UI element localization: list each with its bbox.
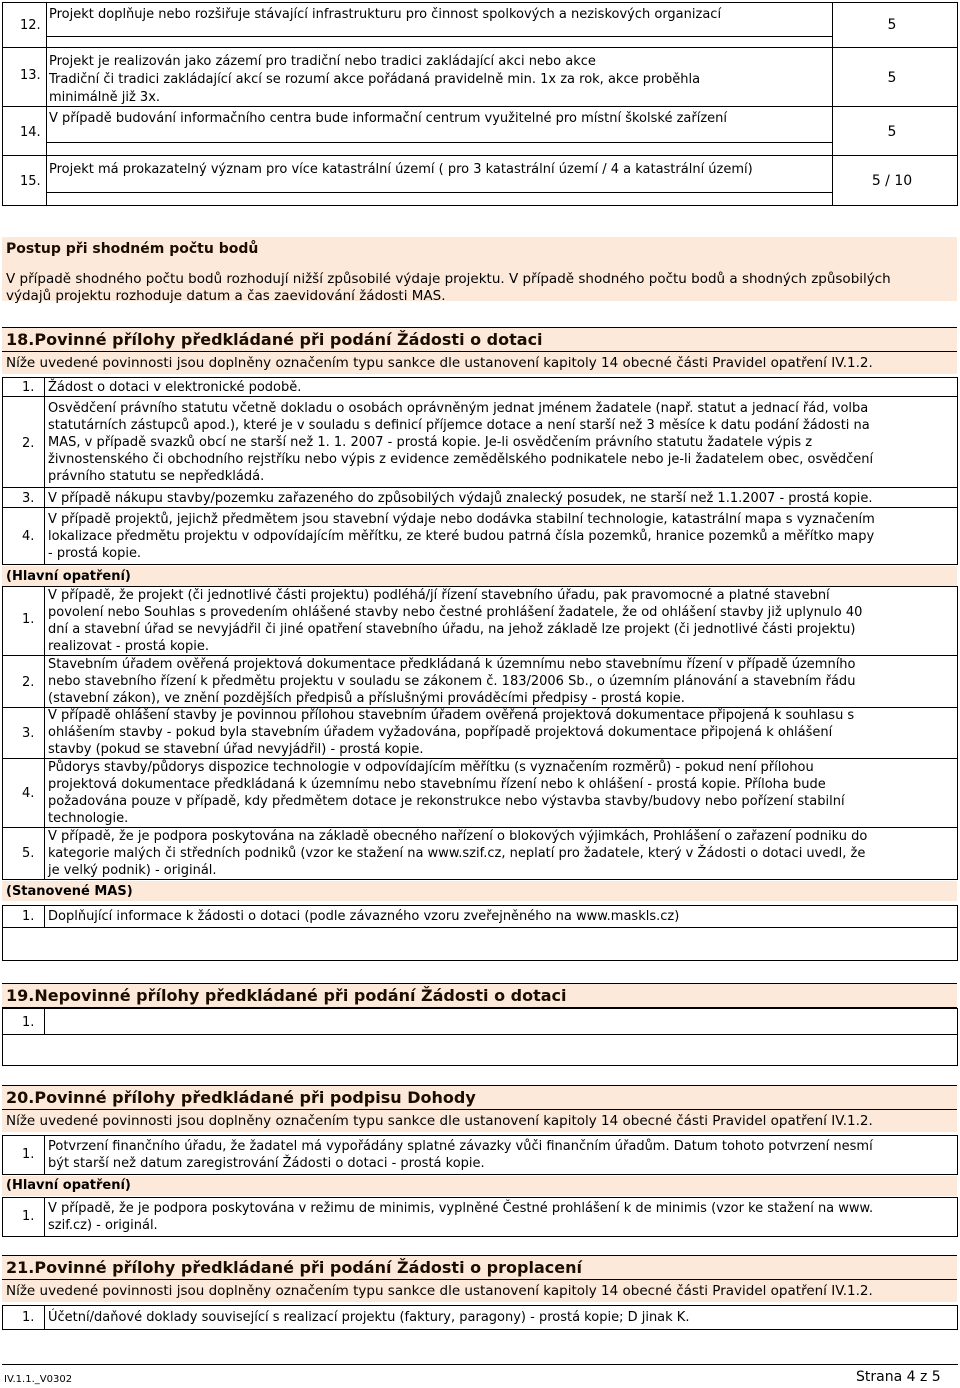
criterion-14-score: 5 [887, 124, 897, 140]
s18-item-line: Žádost o dotaci v elektronické podobě. [48, 380, 302, 395]
s18-main-line: nebo stavebního řízení k předmětu projektu v souladu se zákonem č. 183/2006 Sb., o územním plánování a stavebním řádu [48, 674, 856, 689]
s18-main-number: 5. [22, 846, 35, 861]
s18-main-line: povolení nebo Souhlas s provedením ohlášené stavby nebo čestné prohlášení žadatele, že od ohlášení stavby již uplynulo 40 [48, 605, 863, 620]
s20-main-label: (Hlavní opatření) [6, 1178, 131, 1193]
s18-main-line: stavby (pokud se stavební úřad nevyjádřil) - prostá kopie. [48, 742, 424, 757]
criterion-14-text: V případě budování informačního centra bude informační centrum využitelné pro místní školské zařízení [49, 111, 727, 126]
s18-item-line: lokalizace předmětu projektu v odpovídajícím měřítku, ze které budou patrná čísla pozemků, hranice pozemků a měřítko mapy [48, 529, 875, 544]
s20-item-number: 1. [22, 1147, 35, 1162]
s18-item-line: Osvědčení právního statutu včetně dokladu o osobách oprávněným jednat jménem žadatele (např. statut a jednací řád, volba [48, 401, 869, 416]
s18-item-line: živnostenského či obchodního rejstříku nebo výpis z evidence zemědělského podnikatele nebo je-li žadatelem obec, osvědčení [48, 452, 874, 467]
section-21-title: 21.Povinné přílohy předkládané při podání Žádosti o proplacení [6, 1258, 582, 1277]
s18-item-number: 3. [22, 491, 35, 506]
s18-main-label: (Hlavní opatření) [6, 569, 131, 584]
section-20-title: 20.Povinné přílohy předkládané při podpisu Dohody [6, 1088, 476, 1107]
s18-item-line: - prostá kopie. [48, 546, 142, 561]
s18-main-line: Půdorys stavby/půdorys dispozice technologie v odpovídajícím měřítku (s vyznačením rozměrů) - pokud není přílohou [48, 760, 814, 775]
s18-main-number: 2. [22, 675, 35, 690]
s18-main-line: technologie. [48, 811, 129, 826]
s18-mas-number: 1. [22, 909, 35, 924]
criterion-13-number: 13. [20, 68, 41, 83]
s21-item-number: 1. [22, 1310, 35, 1325]
criterion-14-number: 14. [20, 125, 41, 140]
s18-item-number: 1. [22, 380, 35, 395]
s18-item-line: V případě projektů, jejichž předmětem jsou stavební výdaje nebo dodávka stabilní technologie, katastrální mapa s vyznačením [48, 512, 875, 527]
s19-item-number: 1. [22, 1015, 35, 1030]
s18-main-line: (stavební zákon), ve znění pozdějších předpisů a příslušnými prováděcími předpisy - prostá kopie. [48, 691, 685, 706]
criterion-15-number: 15. [20, 174, 41, 189]
s21-item-line: Účetní/daňové doklady související s realizací projektu (faktury, paragony) - prostá kopie; D jinak K. [48, 1310, 690, 1325]
s18-main-number: 4. [22, 786, 35, 801]
criterion-15-score: 5 / 10 [871, 173, 913, 189]
s18-main-line: ohlášením stavby - pokud byla stavebním úřadem vyžadována, popřípadě projektová dokumentace připojená k ohlášení [48, 725, 833, 740]
s18-item-line: statutárních zástupců apod.), které je v souladu s definicí příjemce dotace a není starší než 3 měsíce k datu podání žádosti na [48, 418, 870, 433]
s18-item-number: 2. [22, 436, 35, 451]
s18-main-number: 3. [22, 726, 35, 741]
s18-main-line: V případě, že je podpora poskytována na základě obecného nařízení o blokových výjimkách, Prohlášení o zařazení podniku do [48, 829, 868, 844]
s18-main-line: dní a stavební úřad se nevyjádřil či jiné opatření stavebního úřadu, na jehož základě lze projekt (či jednotlivé části projektu) [48, 622, 856, 637]
s18-main-line: V případě, že projekt (či jednotlivé části projektu) podléhá/jí řízení stavebního úřadu, pak pravomocné a platné stavební [48, 588, 830, 603]
criterion-13-score: 5 [887, 70, 897, 86]
criterion-13-line: minimálně již 3x. [49, 90, 161, 105]
s18-main-line: Stavebním úřadem ověřená projektová dokumentace předkládaná k územnímu nebo stavebnímu řízení v případě územního [48, 657, 856, 672]
footer-code: IV.1.1._V0302 [4, 1374, 73, 1385]
criterion-13-line: Projekt je realizován jako zázemí pro tradiční nebo tradici zakládající akci nebo akce [49, 54, 596, 69]
section-20-note: Níže uvedené povinnosti jsou doplněny označením typu sankce dle ustanovení kapitoly 14 obecné části Pravidel opatření IV.1.2. [6, 1113, 873, 1129]
s18-item-line: právního statutu se nepředkládá. [48, 469, 265, 484]
s20-main-line: V případě, že je podpora poskytována v režimu de minimis, vyplněné Čestné prohlášení k de minimis (vzor ke stažení na www. [48, 1201, 874, 1216]
s18-mas-line: Doplňující informace k žádosti o dotaci (podle závazného vzoru zveřejněného na www.maskls.cz) [48, 909, 680, 924]
criterion-12-score: 5 [887, 17, 897, 33]
section-18-title: 18.Povinné přílohy předkládané při podání Žádosti o dotaci [6, 330, 543, 349]
s18-mas-label: (Stanovené MAS) [6, 884, 133, 899]
section-19-title: 19.Nepovinné přílohy předkládané při podání Žádosti o dotaci [6, 986, 567, 1005]
tie-procedure-line: V případě shodného počtu bodů rozhodují nižší způsobilé výdaje projektu. V případě shodného počtu bodů a shodných způsobilých [6, 271, 891, 287]
s20-item-line: Potvrzení finančního úřadu, že žadatel má vypořádány splatné závazky vůči finančním úřadům. Datum tohoto potvrzení nesmí [48, 1139, 873, 1154]
section-21-note: Níže uvedené povinnosti jsou doplněny označením typu sankce dle ustanovení kapitoly 14 obecné části Pravidel opatření IV.1.2. [6, 1283, 873, 1299]
s18-item-line: MAS, v případě svazků obcí ne starší než 1. 1. 2007 - prostá kopie. Je-li osvědčením právního statutu žadatele výpis z [48, 435, 813, 450]
s18-main-line: je velký podnik) - originál. [48, 863, 217, 878]
s18-main-line: kategorie malých či středních podniků (vzor ke stažení na www.szif.cz, neplatí pro žadatele, který v Žádosti o dotaci uvedl, že [48, 846, 866, 861]
criterion-13-line: Tradiční či tradici zakládající akcí se rozumí akce pořádaná pravidelně min. 1x za rok, akce proběhla [49, 72, 701, 87]
footer-page: Strana 4 z 5 [856, 1369, 941, 1385]
tie-procedure-line: výdajů projektu rozhoduje datum a čas zaevidování žádosti MAS. [6, 288, 446, 304]
s20-main-number: 1. [22, 1209, 35, 1224]
s18-main-line: V případě ohlášení stavby je povinnou přílohou stavebním úřadem ověřená projektová dokumentace připojená k souhlasu s [48, 708, 855, 723]
s18-main-line: realizovat - prostá kopie. [48, 639, 209, 654]
criterion-15-text: Projekt má prokazatelný význam pro více katastrální území ( pro 3 katastrální území / 4 a katastrální území) [49, 162, 753, 177]
criterion-12-number: 12. [20, 18, 41, 33]
s20-item-line: být starší než datum zaregistrování Žádosti o dotaci - prostá kopie. [48, 1156, 485, 1171]
criterion-12-text: Projekt doplňuje nebo rozšiřuje stávající infrastrukturu pro činnost spolkových a neziskových organizací [49, 7, 722, 22]
tie-procedure-title: Postup při shodném počtu bodů [6, 241, 259, 257]
s18-item-number: 4. [22, 529, 35, 544]
s18-item-line: V případě nákupu stavby/pozemku zařazeného do způsobilých výdajů znalecký posudek, ne starší než 1.1.2007 - prostá kopie. [48, 491, 873, 506]
s18-main-line: požadována pouze v případě, kdy předmětem dotace je rekonstrukce nebo výstavba stavby/budovy nebo pořízení stabilní [48, 794, 845, 809]
section-18-note: Níže uvedené povinnosti jsou doplněny označením typu sankce dle ustanovení kapitoly 14 obecné části Pravidel opatření IV.1.2. [6, 355, 873, 371]
s18-main-line: projektová dokumentace předkládaná k územnímu nebo stavebnímu řízení nebo k ohlášení - prostá kopie. Příloha bude [48, 777, 826, 792]
s20-main-line: szif.cz) - originál. [48, 1218, 158, 1233]
s18-main-number: 1. [22, 612, 35, 627]
